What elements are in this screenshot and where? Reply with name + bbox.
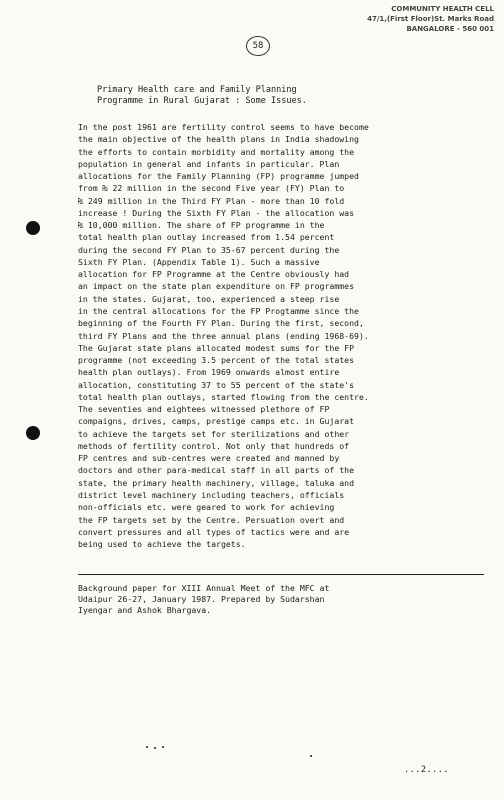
body-line: district level machinery including teachers, officials	[78, 489, 345, 500]
body-line: in the central allocations for the FP Progtamme since the	[78, 305, 359, 316]
body-line: population in general and infants in particular. Plan	[78, 158, 340, 169]
body-line: In the post 1961 are fertility control seems to have become	[78, 122, 369, 132]
body-line: health plan outlays). From 1969 onwards almost entire	[78, 367, 340, 378]
stamp-line-3: BANGALORE - 560 001	[406, 25, 494, 33]
stamp-line-1: COMMUNITY HEALTH CELL	[391, 5, 494, 13]
scan-speck	[146, 746, 148, 748]
continuation-marker: ...2....	[404, 765, 449, 775]
body-line: non-officials etc. were geared to work for achieving	[78, 502, 335, 513]
body-line: allocations for the Family Planning (FP) programme jumped	[78, 171, 359, 182]
body-line: in the states. Gujarat, too, experienced a steep rise	[78, 293, 340, 304]
body-line: the FP targets set by the Centre. Persuation overt and	[78, 514, 345, 525]
body-line: ₨ 249 million in the Third FY Plan - more than 10 fold	[78, 195, 345, 206]
scan-speck	[162, 746, 164, 748]
body-line: an impact on the state plan expenditure on FP programmes	[78, 281, 355, 292]
body-line: The seventies and eightees witnessed plethore of FP	[78, 404, 330, 415]
title-line-2: Programme in Rural Gujarat : Some Issues.	[97, 96, 307, 106]
stamp-line-2: 47/1,(First Floor)St. Marks Road	[367, 15, 494, 23]
body-line: programme (not exceeding 3.5 percent of the total states	[78, 355, 355, 366]
body-line: methods of fertility control. Not only that hundreds of	[78, 440, 350, 451]
organization-stamp	[352, 4, 494, 34]
body-line: during the second FY Plan to 35-67 percent during the	[78, 244, 340, 255]
body-line: The Gujarat state plans allocated modest sums for the FP	[78, 342, 355, 353]
page-number: 58	[246, 36, 270, 56]
body-line: to achieve the targets set for sterilizations and other	[78, 428, 350, 439]
body-line: convert pressures and all types of tactics were and are	[78, 526, 350, 537]
body-line: total health plan outlays, started flowing from the centre.	[78, 391, 369, 402]
title-line-1: Primary Health care and Family Planning	[97, 85, 297, 95]
body-line: compaigns, drives, camps, prestige camps etc. in Gujarat	[78, 416, 355, 427]
body-line: the main objective of the health plans in India shadowing	[78, 134, 359, 145]
body-line: increase ! During the Sixth FY Plan - the allocation was	[78, 207, 355, 218]
body-line: Sixth FY Plan. (Appendix Table 1). Such a massive	[78, 256, 320, 267]
body-line: third FY Plans and the three annual plans (ending 1968-69).	[78, 330, 369, 341]
body-line: allocation for FP Programme at the Centre obviously had	[78, 269, 350, 280]
footnote	[78, 583, 488, 616]
footnote-divider	[78, 574, 484, 575]
body-line: ₨ 10,000 million. The share of FP programme in the	[78, 220, 325, 231]
body-line: total health plan outlay increased from 1.54 percent	[78, 232, 335, 243]
footnote-line: Background paper for XIII Annual Meet of the MFC at	[78, 583, 330, 593]
document-title	[97, 85, 307, 107]
footnote-line: Iyengar and Ashok Bhargava.	[78, 605, 212, 615]
scan-speck	[310, 755, 312, 757]
punch-hole	[26, 221, 40, 235]
body-line: doctors and other para-medical staff in all parts of the	[78, 465, 355, 476]
body-line: FP centres and sub-centres were created and manned by	[78, 453, 340, 464]
body-paragraph	[78, 121, 488, 550]
body-line: the efforts to contain morbidity and mortality among the	[78, 146, 355, 157]
scan-speck	[154, 747, 156, 749]
body-line: being used to achieve the targets.	[78, 539, 246, 550]
body-line: allocation, constituting 37 to 55 percent of the state's	[78, 379, 355, 390]
body-line: state, the primary health machinery, village, taluka and	[78, 477, 355, 488]
body-line: from ₨ 22 million in the second Five year (FY) Plan to	[78, 183, 345, 194]
body-line: beginning of the Fourth FY Plan. During the first, second,	[78, 318, 364, 329]
footnote-line: Udaipur 26-27, January 1987. Prepared by Sudarshan	[78, 594, 325, 604]
punch-hole	[26, 426, 40, 440]
